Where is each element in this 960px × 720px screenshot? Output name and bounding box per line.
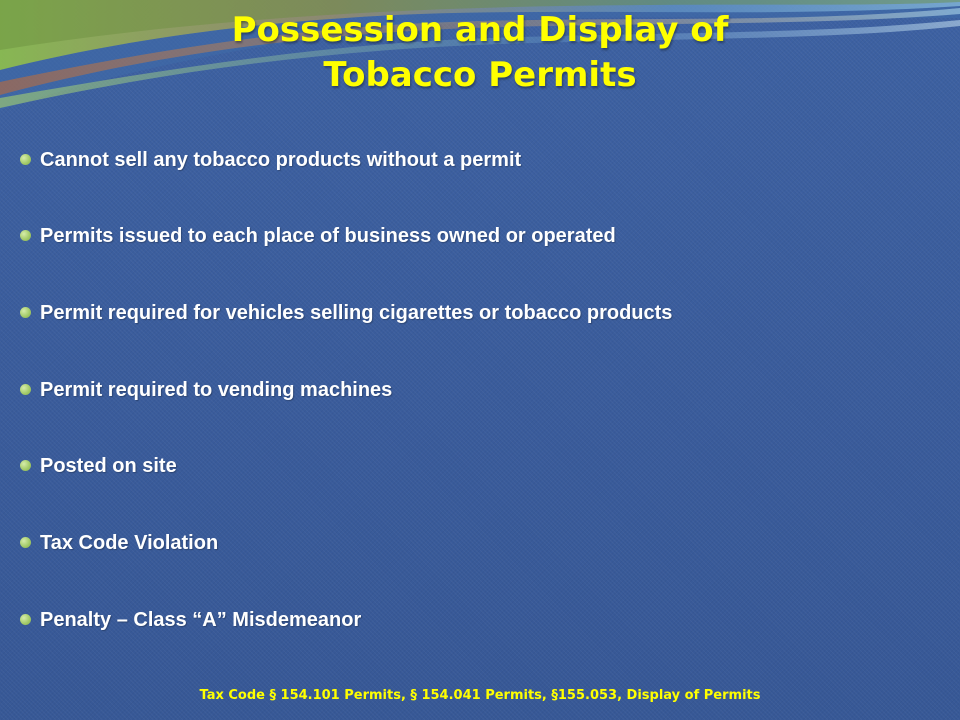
bullet-item: [0, 140, 940, 180]
slide-title: [160, 8, 800, 98]
footer-citation: Tax Code § 154.101 Permits, § 154.041 Permits, §155.053, Display of Permits: [199, 688, 761, 703]
bullet-text: Posted on site: [40, 455, 177, 477]
bullet-item: [0, 370, 940, 410]
bullet-text: Tax Code Violation: [40, 532, 219, 554]
bullet-text: Permit required to vending machines: [40, 379, 393, 401]
bullet-dot-icon: [20, 384, 31, 395]
bullet-item: [0, 446, 940, 486]
bullet-text: Cannot sell any tobacco products without a permit: [40, 149, 522, 171]
bullet-item: [0, 600, 940, 640]
bullet-dot-icon: [20, 537, 31, 548]
bullet-text: Penalty – Class “A” Misdemeanor: [40, 609, 362, 631]
bullet-text: Permits issued to each place of business owned or operated: [40, 225, 616, 247]
bullet-text: Permit required for vehicles selling cigarettes or tobacco products: [40, 302, 673, 324]
bullet-dot-icon: [20, 230, 31, 241]
bullet-dot-icon: [20, 154, 31, 165]
bullet-dot-icon: [20, 614, 31, 625]
bullet-dot-icon: [20, 460, 31, 471]
bullet-dot-icon: [20, 307, 31, 318]
bullet-item: [0, 523, 940, 563]
slide-title-line-1: Possession and Display of: [231, 10, 729, 50]
slide-title-line-2: Tobacco Permits: [323, 55, 637, 95]
bullet-item: [0, 216, 940, 256]
bullet-item: [0, 293, 940, 333]
